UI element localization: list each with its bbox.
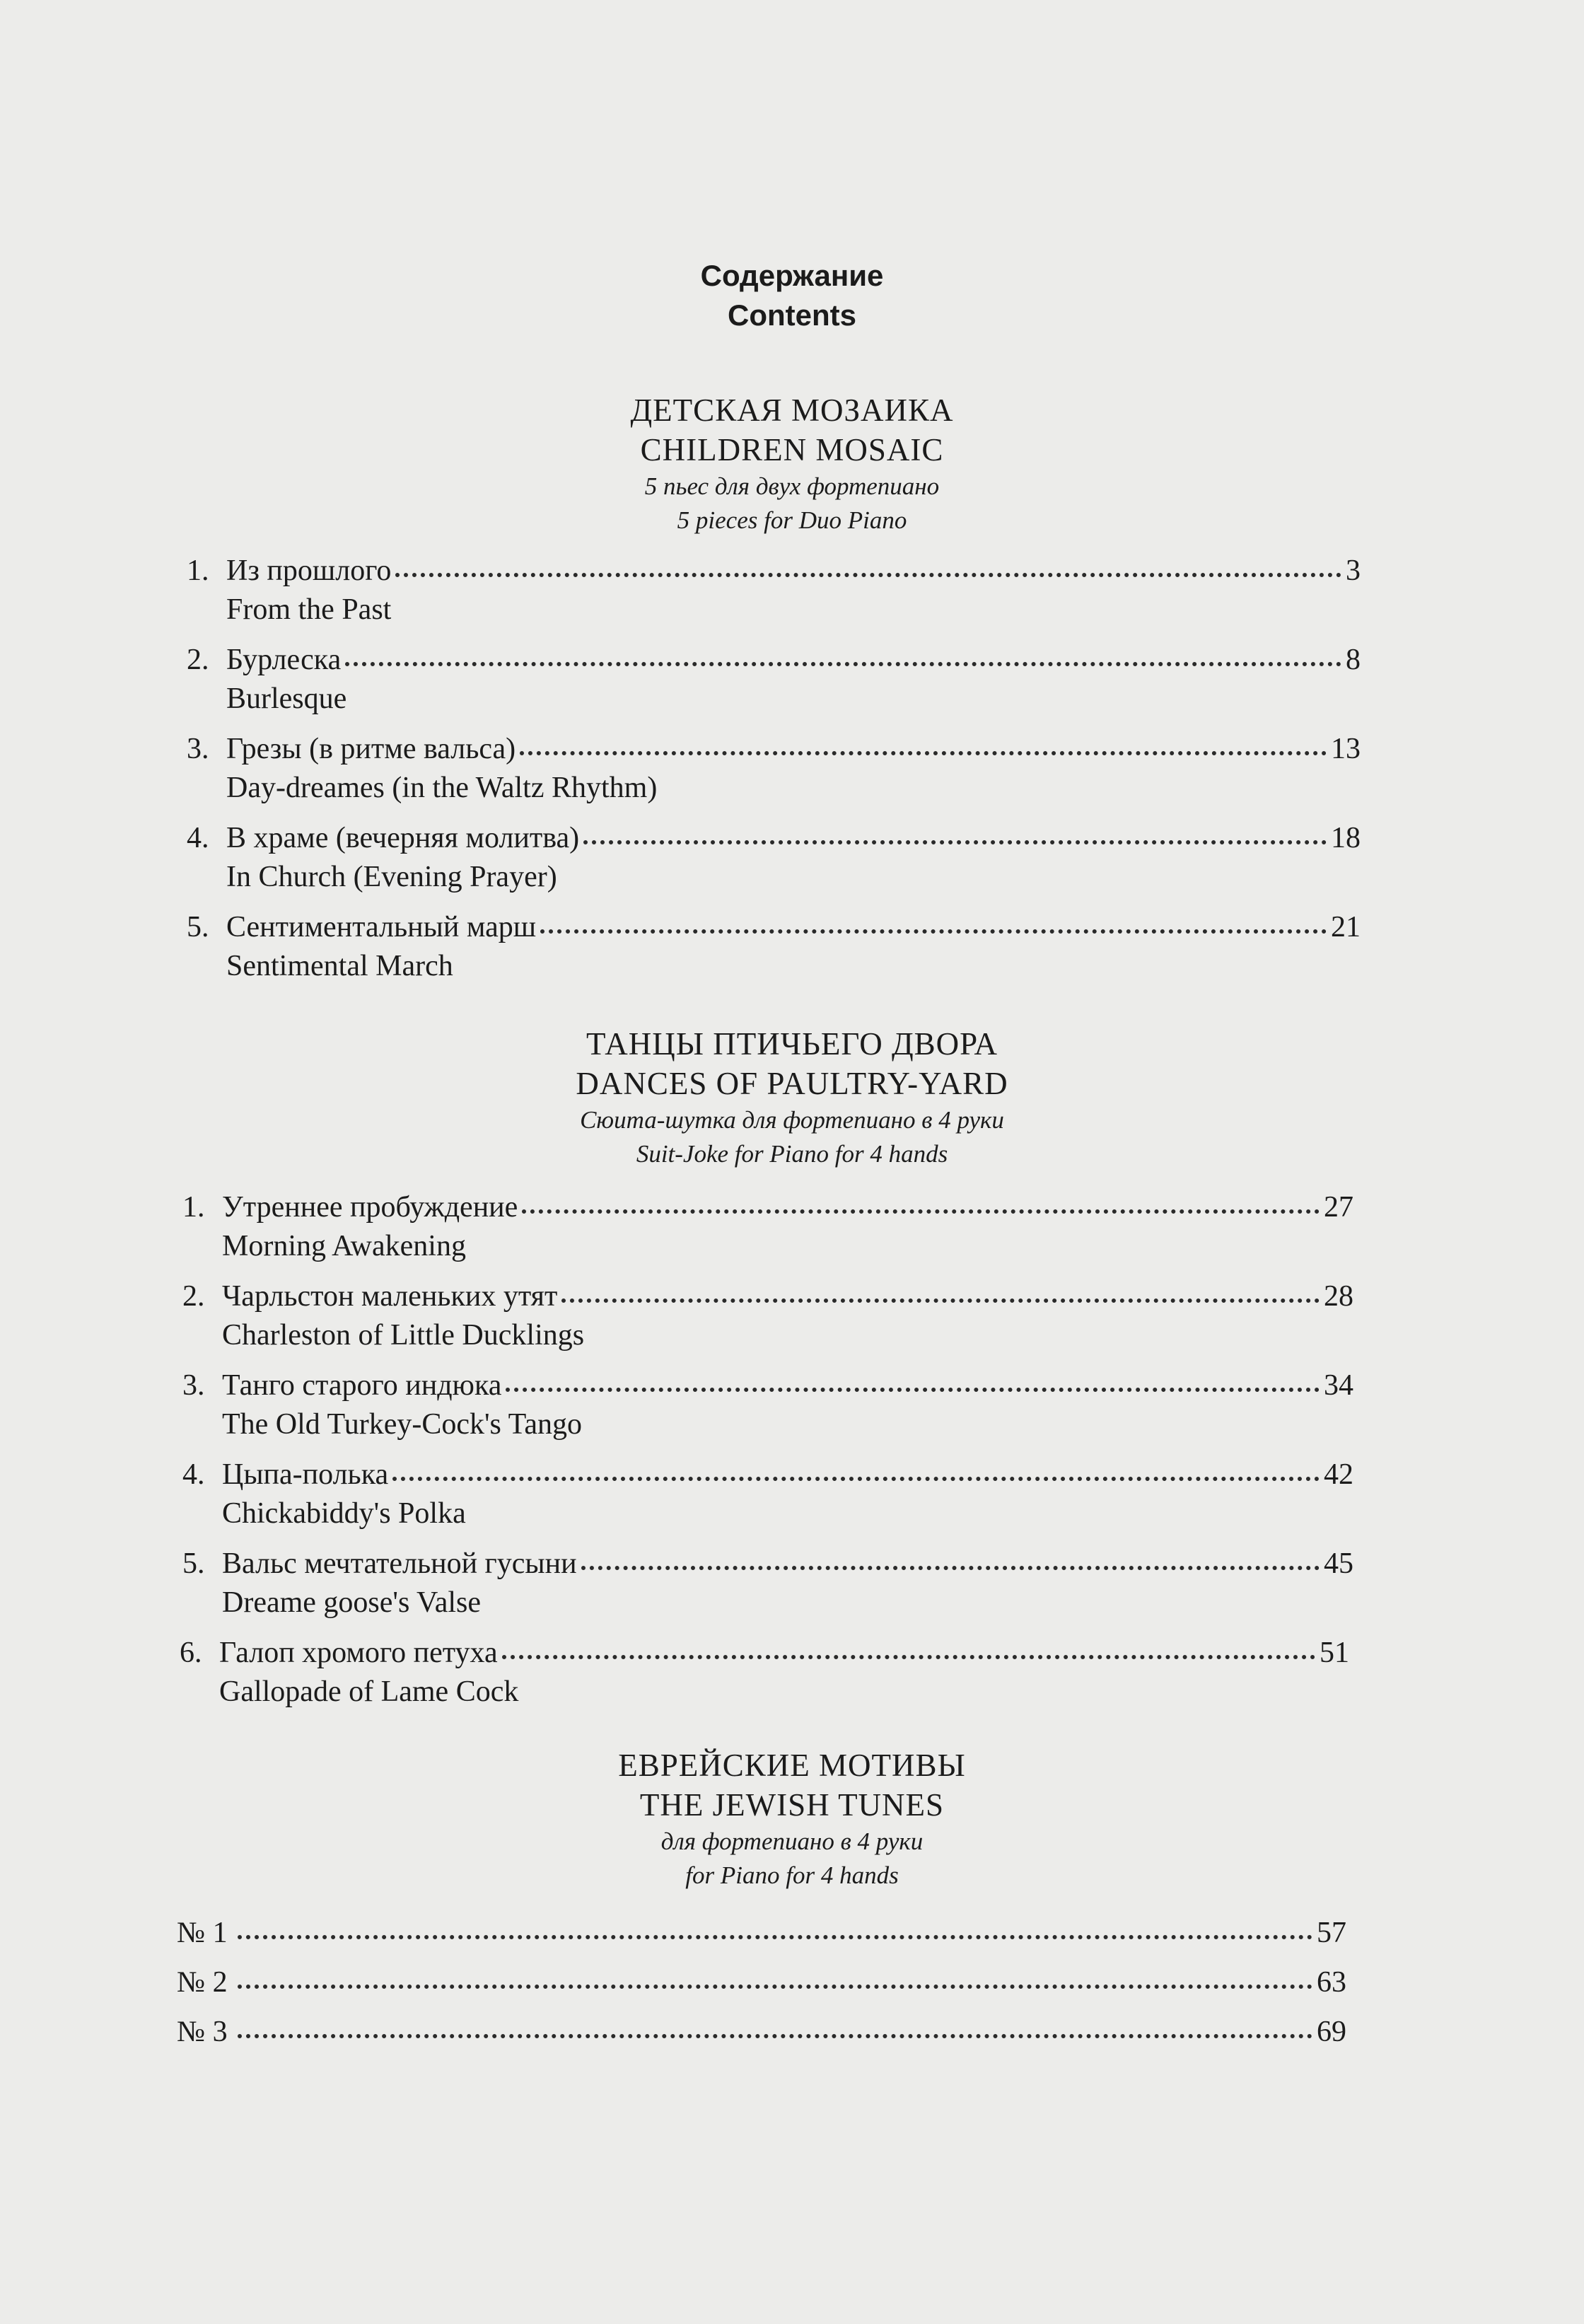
toc-entry xyxy=(177,2013,1346,2051)
entry-number: 2. xyxy=(182,1280,205,1313)
section-title-ru: ДЕТСКАЯ МОЗАИКА xyxy=(630,393,954,428)
toc-entry xyxy=(187,819,1361,897)
entry-title-en: Gallopade of Lame Cock xyxy=(219,1675,519,1708)
toc-entry xyxy=(187,730,1361,808)
entry-page-number: 3 xyxy=(1346,554,1361,587)
toc-entry xyxy=(182,1545,1353,1622)
section-heading-jewish-tunes xyxy=(0,1745,1584,1893)
entry-title-ru: Бурлеска xyxy=(226,644,342,676)
entry-title-ru: Из прошлого xyxy=(226,554,392,587)
contents-heading xyxy=(0,256,1584,335)
entry-number: № 2 xyxy=(177,1966,228,1999)
entry-title-ru: Грезы (в ритме вальса) xyxy=(226,733,516,765)
dot-leader xyxy=(345,662,1341,666)
section-subtitle-ru: для фортепиано в 4 руки xyxy=(660,1828,924,1855)
entry-number: 3. xyxy=(182,1369,205,1402)
dot-leader xyxy=(392,1477,1320,1481)
entry-number: 1. xyxy=(187,554,209,587)
entry-title-ru: Вальс мечтательной гусыни xyxy=(222,1547,577,1580)
section-subtitle-en: for Piano for 4 hands xyxy=(685,1861,899,1889)
dot-leader xyxy=(238,1935,1312,1939)
entry-title-en: Dreame goose's Valse xyxy=(222,1586,482,1619)
entry-page-number: 69 xyxy=(1317,2016,1346,2048)
entry-page-number: 13 xyxy=(1331,733,1361,765)
toc-entry xyxy=(180,1634,1349,1712)
entry-number: 2. xyxy=(187,644,209,676)
dot-leader xyxy=(520,751,1327,755)
entry-page-number: 28 xyxy=(1324,1280,1353,1313)
entry-page-number: 8 xyxy=(1346,644,1361,676)
entry-page-number: 27 xyxy=(1324,1191,1353,1224)
entry-number: 6. xyxy=(180,1637,202,1669)
entry-title-ru: Сентиментальный марш xyxy=(226,911,537,943)
entry-number: № 3 xyxy=(177,2016,228,2048)
contents-heading-en: Contents xyxy=(728,298,856,332)
entry-title-ru: Танго старого индюка xyxy=(222,1369,502,1402)
section-heading-children-mosaic xyxy=(0,390,1584,538)
toc-entry xyxy=(182,1456,1353,1533)
entry-title-ru: Чарльстон маленьких утят xyxy=(222,1280,558,1313)
entry-page-number: 18 xyxy=(1331,822,1361,854)
entry-number: 5. xyxy=(182,1547,205,1580)
dot-leader xyxy=(502,1655,1315,1659)
entry-page-number: 57 xyxy=(1317,1917,1346,1949)
entry-title-en: Day-dreames (in the Waltz Rhythm) xyxy=(226,772,658,804)
entry-title-en: From the Past xyxy=(226,593,392,626)
toc-entry xyxy=(177,1963,1346,2001)
entry-title-en: Morning Awakening xyxy=(222,1230,466,1262)
entry-title-ru: Цыпа-полька xyxy=(222,1458,389,1491)
entry-title-en: Burlesque xyxy=(226,682,347,715)
entry-page-number: 42 xyxy=(1324,1458,1353,1491)
toc-entry xyxy=(182,1277,1353,1355)
section-subtitle-ru: Сюита-шутка для фортепиано в 4 руки xyxy=(580,1106,1004,1134)
section-title-en: THE JEWISH TUNES xyxy=(639,1787,945,1823)
toc-entry xyxy=(177,1914,1346,1952)
dot-leader xyxy=(395,573,1341,577)
toc-entry xyxy=(182,1188,1353,1266)
section-title-ru: ЕВРЕЙСКИЕ МОТИВЫ xyxy=(618,1748,966,1783)
section-subtitle-en: 5 pieces for Duo Piano xyxy=(677,506,907,534)
section-subtitle-en: Suit-Joke for Piano for 4 hands xyxy=(636,1140,948,1168)
entry-number: № 1 xyxy=(177,1917,228,1949)
toc-entry xyxy=(187,552,1361,629)
entry-number: 1. xyxy=(182,1191,205,1224)
entry-title-en: In Church (Evening Prayer) xyxy=(226,861,557,893)
section-subtitle-ru: 5 пьес для двух фортепиано xyxy=(644,472,940,500)
dot-leader xyxy=(581,1566,1320,1570)
entry-number: 4. xyxy=(182,1458,205,1491)
dot-leader xyxy=(561,1298,1320,1303)
toc-entry xyxy=(187,908,1361,986)
section-heading-dances-of-paultry-yard xyxy=(0,1024,1584,1171)
entry-page-number: 21 xyxy=(1331,911,1361,943)
entry-title-ru: Утреннее пробуждение xyxy=(222,1191,518,1224)
dot-leader xyxy=(540,929,1327,934)
entry-number: 4. xyxy=(187,822,209,854)
dot-leader xyxy=(238,1985,1312,1989)
dot-leader xyxy=(583,840,1327,844)
entry-number: 3. xyxy=(187,733,209,765)
entry-title-en: Chickabiddy's Polka xyxy=(222,1497,466,1530)
dot-leader xyxy=(238,2034,1312,2038)
entry-title-en: The Old Turkey-Cock's Tango xyxy=(222,1408,583,1441)
entry-number: 5. xyxy=(187,911,209,943)
dot-leader xyxy=(506,1388,1320,1392)
section-title-en: DANCES OF PAULTRY-YARD xyxy=(576,1066,1008,1101)
contents-heading-ru: Содержание xyxy=(700,259,884,292)
toc-entry xyxy=(187,641,1361,719)
entry-page-number: 51 xyxy=(1320,1637,1349,1669)
section-title-ru: ТАНЦЫ ПТИЧЬЕГО ДВОРА xyxy=(586,1026,998,1062)
entry-title-ru: В храме (вечерняя молитва) xyxy=(226,822,580,854)
entry-page-number: 63 xyxy=(1317,1966,1346,1999)
toc-entry xyxy=(182,1366,1353,1444)
entry-title-ru: Галоп хромого петуха xyxy=(219,1637,498,1669)
dot-leader xyxy=(522,1209,1320,1214)
entry-page-number: 45 xyxy=(1324,1547,1353,1580)
section-title-en: CHILDREN MOSAIC xyxy=(640,432,944,467)
entry-page-number: 34 xyxy=(1324,1369,1353,1402)
entry-title-en: Charleston of Little Ducklings xyxy=(222,1319,585,1352)
entry-title-en: Sentimental March xyxy=(226,950,453,982)
